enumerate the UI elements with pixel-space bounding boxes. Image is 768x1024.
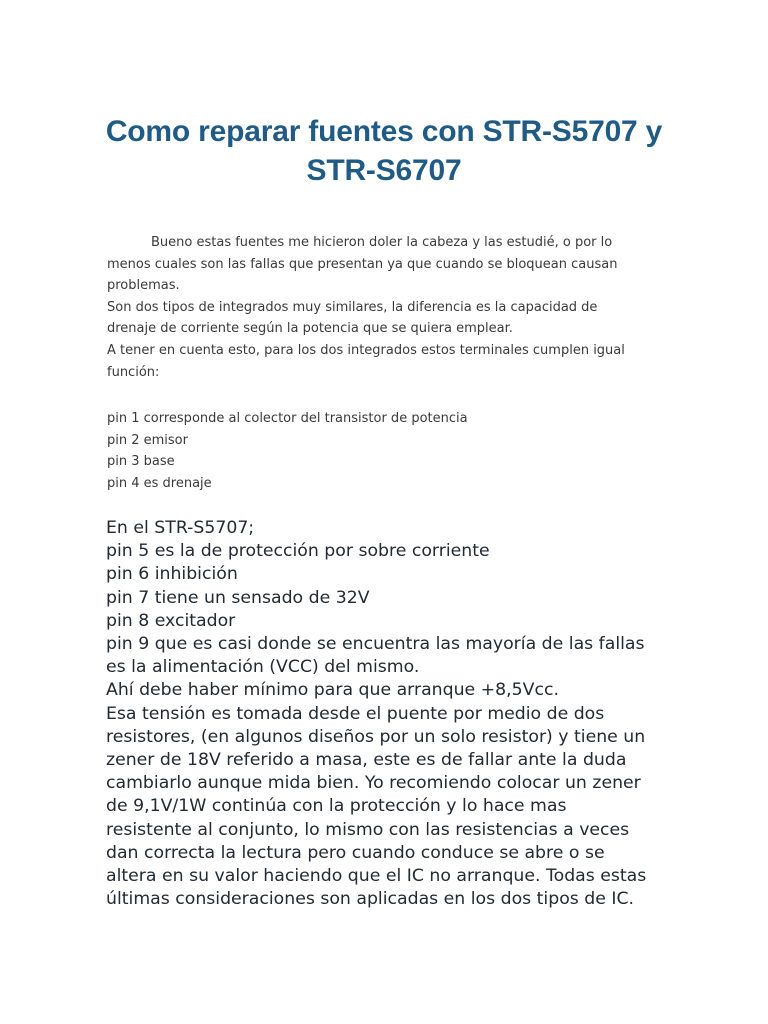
- section-line: es la alimentación (VCC) del mismo.: [106, 657, 420, 678]
- pin-line: pin 1 corresponde al colector del transistor de potencia: [107, 411, 468, 426]
- section-line: pin 8 excitador: [106, 610, 236, 631]
- intro-line-7: función:: [107, 364, 160, 380]
- intro-line-3: problemas.: [107, 278, 180, 294]
- intro-line-5: drenaje de corriente según la potencia que se quiera emplear.: [107, 321, 513, 337]
- section-line: pin 6 inhibición: [106, 564, 238, 585]
- section-line: de 9,1V/1W continúa con la protección y lo hace mas: [106, 796, 567, 817]
- intro-line-6: A tener en cuenta esto, para los dos integrados estos terminales cumplen igual: [107, 342, 625, 358]
- document-title: [60, 112, 708, 190]
- title-line-1: Como reparar fuentes con STR-S5707 y: [105, 115, 663, 148]
- section-line: pin 7 tiene un sensado de 32V: [106, 587, 370, 608]
- section-line: zener de 18V referido a masa, este es de fallar ante la duda: [106, 750, 627, 771]
- section-line: pin 5 es la de protección por sobre corriente: [106, 541, 490, 562]
- intro-line-2: menos cuales son las fallas que presentan ya que cuando se bloquean causan: [107, 256, 618, 272]
- pin-line: pin 3 base: [107, 454, 175, 470]
- section-line: Esa tensión es tomada desde el puente por medio de dos: [106, 703, 605, 724]
- section-line: Ahí debe haber mínimo para que arranque +8,5Vcc.: [106, 680, 559, 701]
- common-pins-list: [107, 408, 667, 494]
- section-line: últimas consideraciones son aplicadas en los dos tipos de IC.: [106, 889, 635, 910]
- intro-paragraph: [107, 232, 667, 383]
- section-line: resistores, (en algunos diseños por un solo resistor) y tiene un: [106, 726, 646, 747]
- section-line: resistente al conjunto, lo mismo con las resistencias a veces: [106, 819, 630, 840]
- intro-line-4: Son dos tipos de integrados muy similares, la diferencia es la capacidad de: [107, 299, 598, 315]
- s5707-section: [106, 517, 666, 911]
- title-line-2: STR-S6707: [306, 154, 462, 187]
- section-line: dan correcta la lectura pero cuando conduce se abre o se: [106, 842, 605, 863]
- section-line: pin 9 que es casi donde se encuentra las mayoría de las fallas: [106, 634, 645, 655]
- section-line: cambiarlo aunque mida bien. Yo recomiendo colocar un zener: [106, 773, 641, 794]
- section-line: altera en su valor haciendo que el IC no arranque. Todas estas: [106, 866, 647, 887]
- pin-line: pin 4 es drenaje: [107, 475, 212, 491]
- pin-line: pin 2 emisor: [107, 432, 188, 448]
- intro-line-1: Bueno estas fuentes me hicieron doler la cabeza y las estudié, o por lo: [151, 235, 613, 250]
- section-line: En el STR-S5707;: [106, 518, 255, 538]
